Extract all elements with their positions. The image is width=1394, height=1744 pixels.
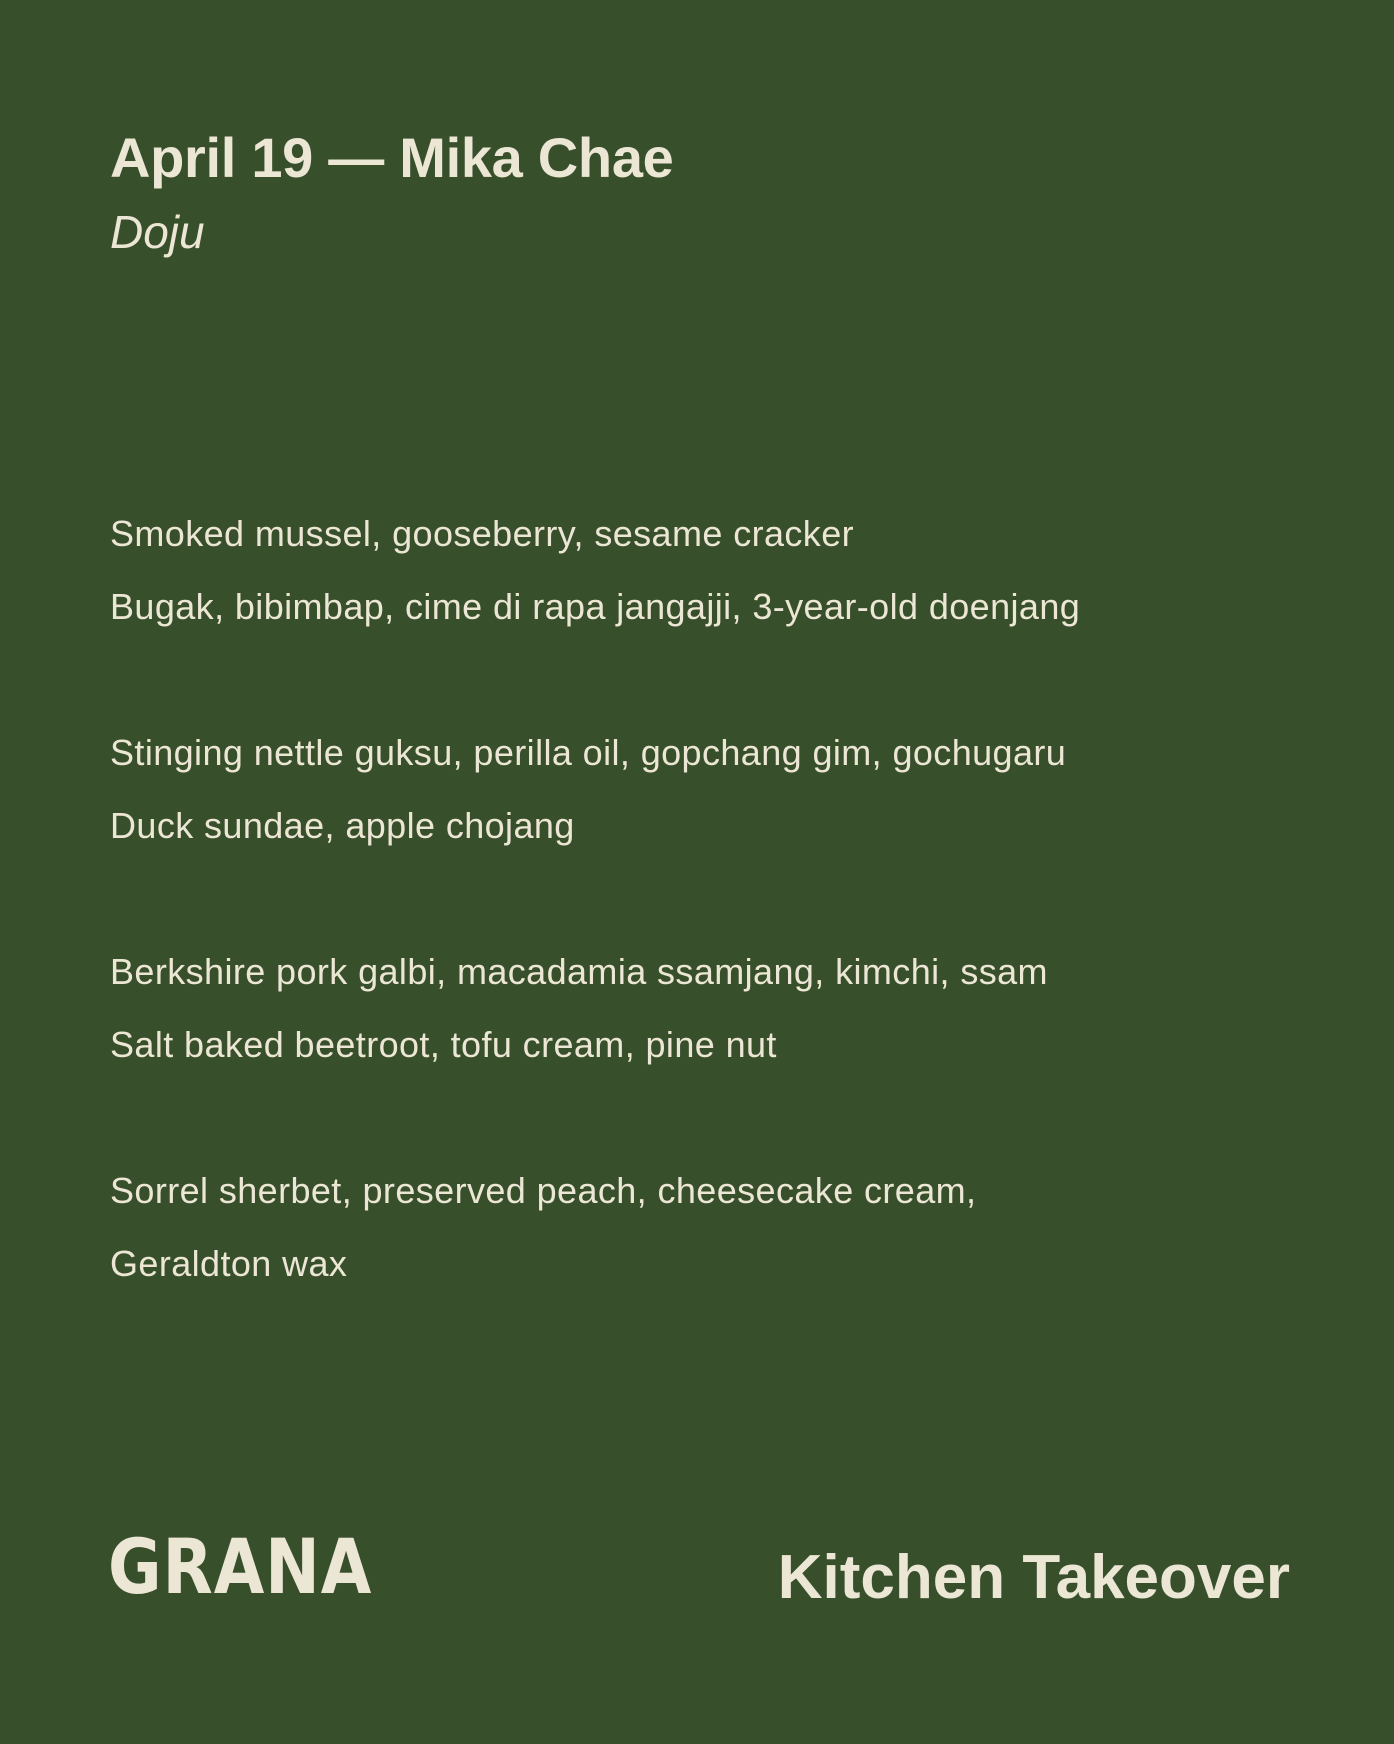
dish-item: Berkshire pork galbi, macadamia ssamjang, kimchi, ssam: [110, 951, 1048, 992]
event-subtitle: Doju: [110, 206, 205, 258]
dish-item: Geraldton wax: [110, 1243, 348, 1284]
dish-item: Stinging nettle guksu, perilla oil, gopchang gim, gochugaru: [110, 732, 1067, 773]
course-3: [110, 935, 1310, 1081]
course-1: [110, 497, 1310, 643]
menu-list: [110, 497, 1310, 1300]
dish-item: Salt baked beetroot, tofu cream, pine nut: [110, 1024, 777, 1065]
dish-item: Duck sundae, apple chojang: [110, 805, 575, 846]
dish-item: Bugak, bibimbap, cime di rapa jangajji, 3-year-old doenjang: [110, 586, 1081, 627]
dish-item: Sorrel sherbet, preserved peach, cheesecake cream,: [110, 1170, 977, 1211]
course-4: [110, 1154, 1310, 1300]
kitchen-takeover-label: Kitchen Takeover: [777, 1543, 1290, 1612]
brand-logo: GRANA: [108, 1522, 373, 1611]
course-2: [110, 716, 1310, 862]
dish-item: Smoked mussel, gooseberry, sesame cracker: [110, 513, 855, 554]
event-title: April 19 — Mika Chae: [110, 126, 674, 189]
